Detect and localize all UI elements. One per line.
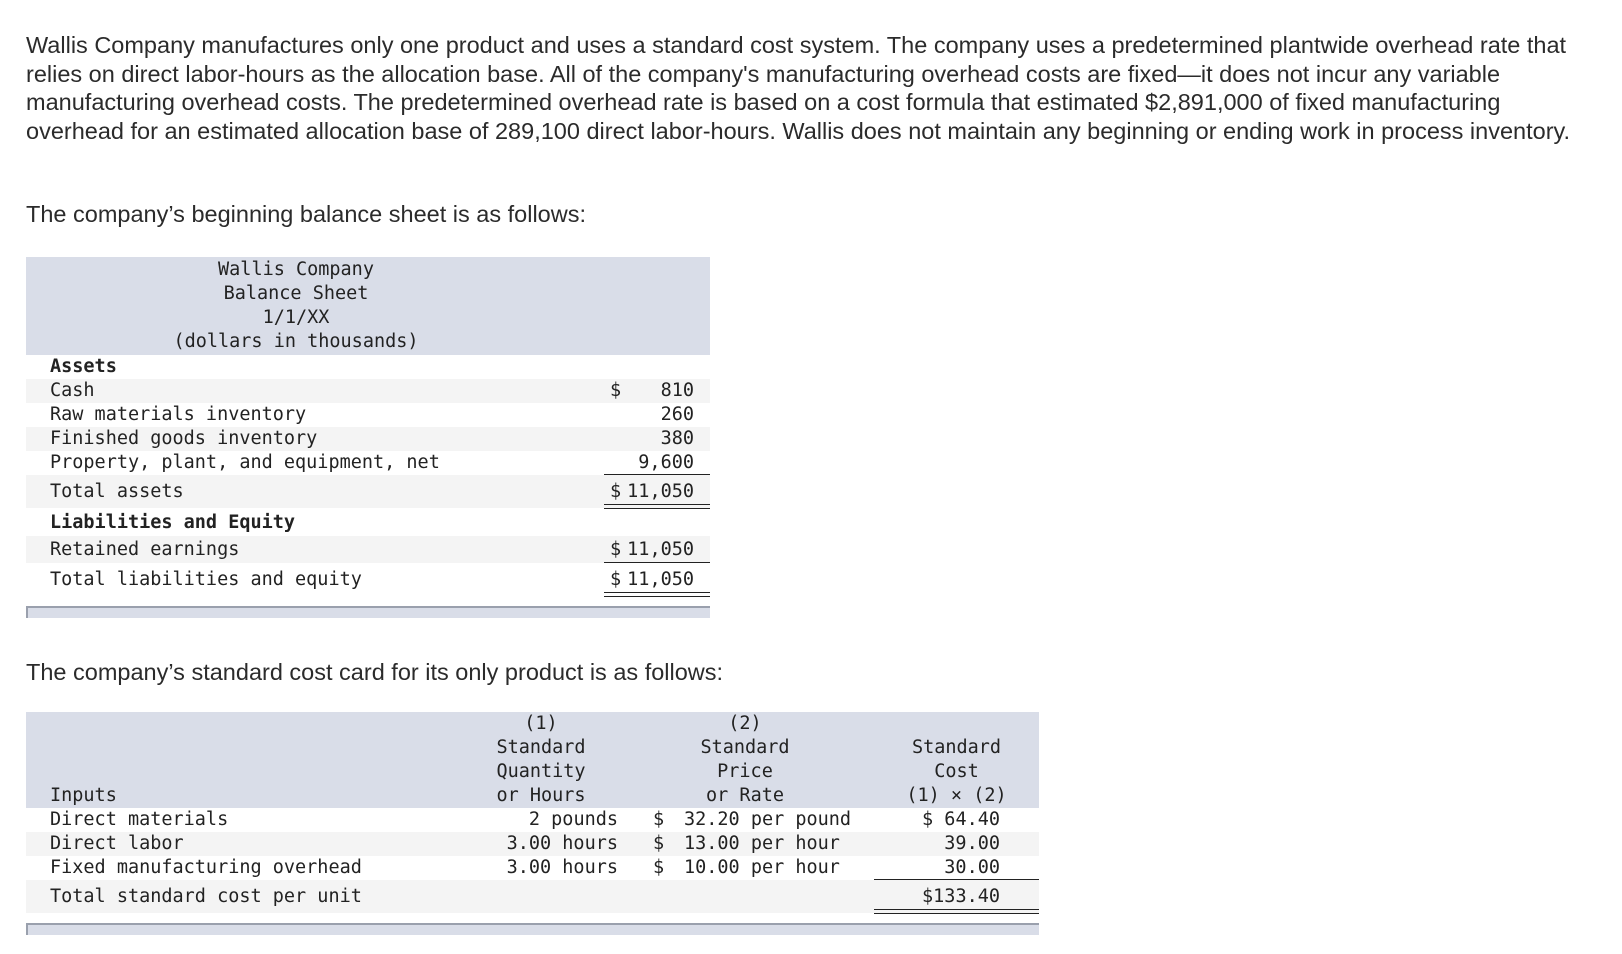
header-line: (1) × (2) <box>906 785 1007 806</box>
row-cost: $ 64.40 <box>922 809 1000 830</box>
balance-sheet-header <box>26 257 710 355</box>
row-label: Total assets <box>50 481 184 502</box>
statement-units: (dollars in thousands) <box>173 331 419 352</box>
header-line: (2) <box>728 713 762 734</box>
table-row <box>26 808 1039 832</box>
table-footer-bar <box>26 923 1039 935</box>
double-underline <box>604 592 710 597</box>
header-line: Cost <box>934 761 979 782</box>
row-value: 810 <box>660 380 694 401</box>
table-row <box>26 403 710 427</box>
row-quantity: 3.00 hours <box>506 833 618 854</box>
row-cost: 30.00 <box>944 857 1000 878</box>
intro-paragraph: Wallis Company manufactures only one product and uses a standard cost system. The company uses a predetermined plantwide overhead rate that relies on direct labor-hours as the allocation base. All of the company's manufacturing overhead costs are fixed—it does not incur any variable manufacturing overhead costs. The predetermined overhead rate is based on a cost formula that estimated $2,891,000 of fixed manufacturing overhead for an estimated allocation base of 289,100 direct labor-hours. Wallis does not maintain any beginning or ending work in process inventory. <box>26 32 1571 144</box>
row-label: Retained earnings <box>50 539 240 560</box>
row-rate: 13.00 per hour <box>684 833 840 854</box>
balance-sheet-intro: The company’s beginning balance sheet is as follows: <box>26 201 586 227</box>
header-line: Quantity <box>496 761 586 782</box>
statement-title: Balance Sheet <box>223 283 369 304</box>
table-row <box>26 427 710 451</box>
row-value: 9,600 <box>638 452 694 473</box>
double-underline <box>874 909 1039 914</box>
total-assets-row <box>26 475 710 508</box>
table-row <box>26 379 710 403</box>
row-cost: $133.40 <box>922 886 1000 907</box>
row-label: Raw materials inventory <box>50 404 307 425</box>
row-value: 380 <box>660 428 694 449</box>
header-line: or Rate <box>706 785 784 806</box>
currency-symbol: $ <box>610 539 622 560</box>
statement-date: 1/1/XX <box>262 307 330 328</box>
table-row <box>26 856 1039 880</box>
row-label: Fixed manufacturing overhead <box>50 857 362 878</box>
cost-card-intro: The company’s standard cost card for its only product is as follows: <box>26 659 724 685</box>
table-footer-bar <box>26 606 710 618</box>
inputs-header: Inputs <box>50 785 117 806</box>
price-header <box>660 712 830 808</box>
row-rate: 32.20 per pound <box>684 809 852 830</box>
header-line: Standard <box>496 737 586 758</box>
currency-symbol: $ <box>610 380 622 401</box>
row-label: Total standard cost per unit <box>50 886 362 907</box>
retained-earnings-row <box>26 536 710 563</box>
row-value: 260 <box>660 404 694 425</box>
balance-sheet-table <box>26 257 710 618</box>
row-label: Direct labor <box>50 833 184 854</box>
liabilities-heading: Liabilities and Equity <box>50 512 296 533</box>
header-line: Price <box>717 761 773 782</box>
currency-symbol: $ <box>653 809 665 830</box>
header-line: or Hours <box>496 785 586 806</box>
total-liabilities-row <box>26 563 710 596</box>
row-rate: 10.00 per hour <box>684 857 840 878</box>
row-label: Finished goods inventory <box>50 428 318 449</box>
table-row <box>26 832 1039 856</box>
currency-symbol: $ <box>653 857 665 878</box>
standard-cost-header <box>874 736 1039 808</box>
row-cost: 39.00 <box>944 833 1000 854</box>
cost-card-table <box>26 712 1039 935</box>
header-line: (1) <box>524 713 558 734</box>
quantity-header <box>466 712 616 808</box>
company-name: Wallis Company <box>218 259 374 280</box>
row-label: Direct materials <box>50 809 229 830</box>
row-value: 11,050 <box>627 539 694 560</box>
liabilities-heading-row <box>26 508 710 536</box>
assets-heading: Assets <box>50 356 117 377</box>
row-quantity: 3.00 hours <box>506 857 618 878</box>
cost-card-header <box>26 712 1039 808</box>
assets-heading-row <box>26 355 710 379</box>
header-line: Standard <box>911 737 1002 758</box>
row-label: Total liabilities and equity <box>50 569 362 590</box>
row-label: Cash <box>50 380 95 401</box>
row-label: Property, plant, and equipment, net <box>50 452 440 473</box>
table-row <box>26 451 710 475</box>
row-value: 11,050 <box>627 481 694 502</box>
currency-symbol: $ <box>610 481 622 502</box>
currency-symbol: $ <box>653 833 665 854</box>
total-cost-row <box>26 880 1039 913</box>
row-quantity: 2 pounds <box>528 809 618 830</box>
row-value: 11,050 <box>627 569 694 590</box>
header-line: Standard <box>700 737 790 758</box>
currency-symbol: $ <box>610 569 622 590</box>
